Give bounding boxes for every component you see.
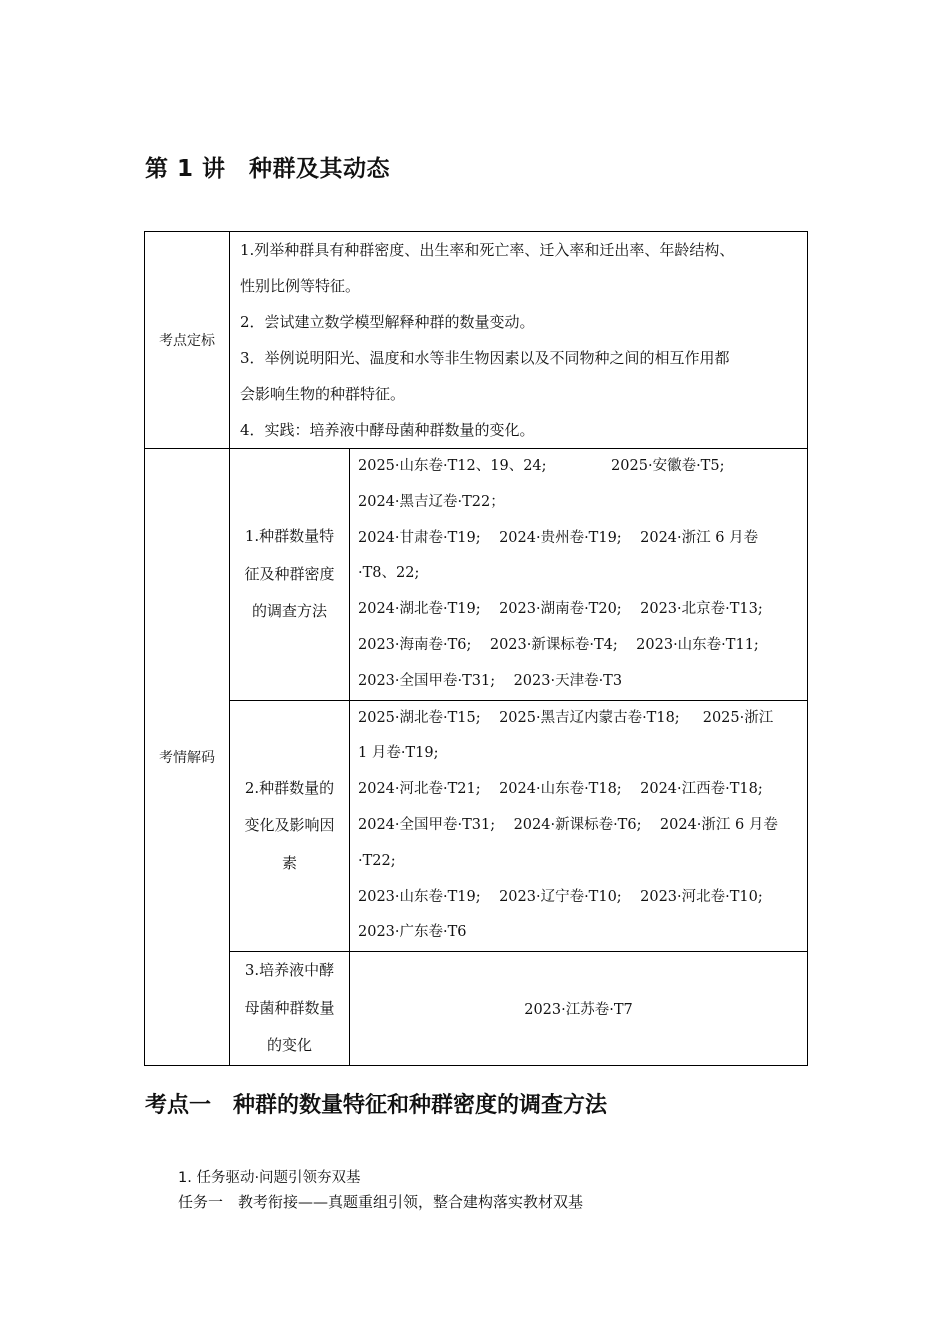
exam-line: 2025·湖北卷·T15; 2025·黑吉辽内蒙古卷·T18; 2025·浙江 <box>358 709 774 726</box>
topic-row <box>145 952 808 1066</box>
exam-line: 2025·山东卷·T12、19、24; 2025·安徽卷·T5; <box>358 458 725 474</box>
topic-name-line: 1.种群数量特 <box>244 527 335 546</box>
goals-content <box>230 232 808 449</box>
topic-name-line: 变化及影响因 <box>244 816 335 835</box>
goal-line: 4．实践：培养液中酵母菌种群数量的变化。 <box>240 421 535 439</box>
exam-line: 1 月卷·T19; <box>358 745 439 762</box>
topic-name <box>230 700 350 952</box>
goal-line: 1.列举种群具有种群密度、出生率和死亡率、迁入率和迁出率、年龄结构、 <box>240 241 735 259</box>
exam-list <box>350 449 808 701</box>
goal-line: 会影响生物的种群特征。 <box>240 385 406 403</box>
exam-line: ·T8、22; <box>358 565 420 582</box>
exam-line: 2023·全国甲卷·T31; 2023·天津卷·T3 <box>358 672 623 689</box>
syllabus-table <box>144 231 808 1066</box>
goal-line: 性别比例等特征。 <box>240 277 361 295</box>
topic-name <box>230 952 350 1066</box>
analysis-header: 考情解码 <box>145 449 230 1066</box>
goal-line: 2．尝试建立数学模型解释种群的数量变动。 <box>240 313 535 331</box>
exam-line: 2024·湖北卷·T19; 2023·湖南卷·T20; 2023·北京卷·T13; <box>358 601 763 618</box>
topic-name <box>230 449 350 701</box>
exam-line: 2024·甘肃卷·T19; 2024·贵州卷·T19; 2024·浙江 6 月卷 <box>358 529 759 546</box>
goals-header: 考点定标 <box>145 232 230 449</box>
exam-single: 2023·江苏卷·T7 <box>350 952 808 1066</box>
lecture-title: 第 1 讲 种群及其动态 <box>145 156 391 182</box>
task-one-line: 任务一 教考衔接——真题重组引领，整合建构落实教材双基 <box>178 1193 584 1211</box>
exam-line: 2023·广东卷·T6 <box>358 924 467 941</box>
topic-name-line: 母菌种群数量 <box>244 998 335 1017</box>
exam-line: 2023·山东卷·T19; 2023·辽宁卷·T10; 2023·河北卷·T10; <box>358 888 763 905</box>
exam-list <box>350 700 808 952</box>
exam-line: 2024·河北卷·T21; 2024·山东卷·T18; 2024·江西卷·T18; <box>358 781 763 798</box>
topic-name-line: 的变化 <box>266 1036 312 1055</box>
topic-name-line: 2.种群数量的 <box>244 778 335 797</box>
exam-line: 2023·海南卷·T6; 2023·新课标卷·T4; 2023·山东卷·T11; <box>358 636 759 653</box>
exam-line: 2024·黑吉辽卷·T22； <box>358 493 505 510</box>
exam-line: ·T22; <box>358 852 396 869</box>
topic-row <box>145 700 808 952</box>
section-title: 考点一 种群的数量特征和种群密度的调查方法 <box>145 1093 608 1118</box>
goal-line: 3．举例说明阳光、温度和水等非生物因素以及不同物种之间的相互作用都 <box>240 349 730 367</box>
topic-row <box>145 449 808 701</box>
exam-line: 2024·全国甲卷·T31; 2024·新课标卷·T6; 2024·浙江 6 月卷 <box>358 816 778 833</box>
topic-name-line: 征及种群密度 <box>244 564 335 583</box>
goals-row <box>145 232 808 449</box>
topic-name-line: 的调查方法 <box>251 602 327 621</box>
task-heading: 1. 任务驱动·问题引领夯双基 <box>178 1170 361 1186</box>
topic-name-line: 3.培养液中酵 <box>244 961 335 980</box>
topic-name-line: 素 <box>281 853 297 872</box>
